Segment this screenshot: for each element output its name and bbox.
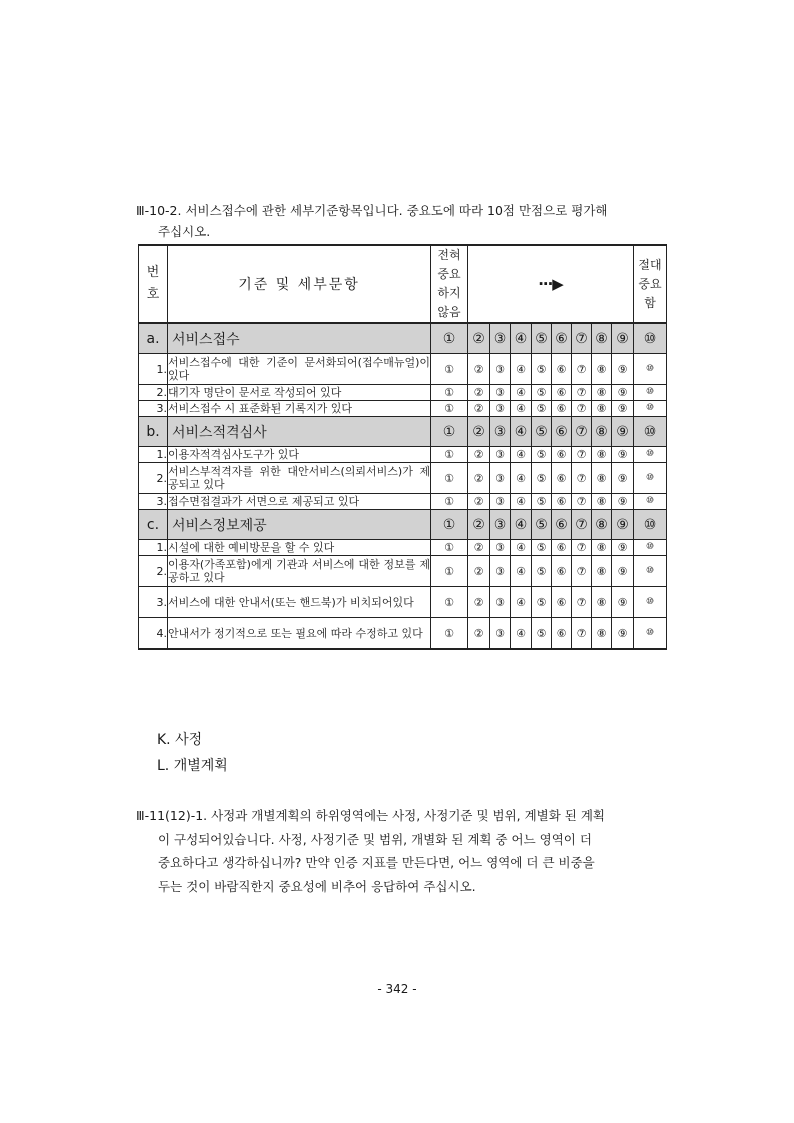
scale-option[interactable]: ⑦ [572,417,592,447]
scale-option[interactable]: ⑧ [592,510,612,540]
scale-option[interactable]: ⑦ [572,540,592,556]
scale-option[interactable]: ⑥ [552,510,572,540]
scale-option[interactable]: ④ [511,540,532,556]
scale-option[interactable]: ① [431,447,468,463]
item-row [139,494,667,510]
section-row [139,510,667,540]
scale-option[interactable]: ② [468,354,490,385]
section-title: 서비스적격심사 [168,417,431,447]
scale-option[interactable]: ⑩ [634,587,667,618]
item-number: 3. [139,587,168,618]
scale-option[interactable]: ③ [490,540,511,556]
scale-option[interactable]: ② [468,323,490,354]
scale-option[interactable]: ① [431,323,468,354]
item-number: 3. [139,401,168,417]
rating-table [138,244,667,650]
scale-option[interactable]: ⑨ [612,494,634,510]
scale-option[interactable]: ① [431,354,468,385]
scale-option[interactable]: ⑤ [532,587,552,618]
item-row [139,463,667,494]
scale-option[interactable]: ⑤ [532,556,552,587]
section-label: a. [139,323,168,354]
scale-option[interactable]: ⑤ [532,417,552,447]
scale-option[interactable]: ⑥ [552,556,572,587]
scale-option[interactable]: ⑩ [634,447,667,463]
item-number: 3. [139,494,168,510]
scale-option[interactable]: ⑧ [592,463,612,494]
scale-option[interactable]: ① [431,417,468,447]
scale-option[interactable]: ⑤ [532,494,552,510]
item-number: 4. [139,618,168,650]
scale-option[interactable]: ⑥ [552,385,572,401]
scale-option[interactable]: ⑤ [532,385,552,401]
scale-option[interactable]: ⑨ [612,510,634,540]
item-text: 접수면접결과가 서면으로 제공되고 있다 [168,494,431,510]
scale-option[interactable]: ① [431,385,468,401]
scale-option[interactable]: ⑥ [552,618,572,650]
scale-option[interactable]: ⑩ [634,354,667,385]
scale-option[interactable]: ② [468,510,490,540]
item-text: 이용자(가족포함)에게 기관과 서비스에 대한 정보를 제공하고 있다 [168,556,431,587]
scale-option[interactable]: ④ [511,587,532,618]
section-label: c. [139,510,168,540]
scale-option[interactable]: ⑧ [592,417,612,447]
scale-option[interactable]: ⑨ [612,618,634,650]
scale-option[interactable]: ① [431,587,468,618]
scale-option[interactable]: ⑤ [532,463,552,494]
section-l-individual-plan: L. 개별계획 [157,758,228,774]
item-row [139,587,667,618]
arrow-right-icon: ···▶ [538,275,563,293]
header-arrow [468,245,634,323]
header-not-important: 전혀 중요 하지 않음 [431,245,468,323]
scale-option[interactable]: ⑧ [592,401,612,417]
section-row [139,323,667,354]
scale-option[interactable]: ④ [511,510,532,540]
scale-option[interactable]: ⑦ [572,494,592,510]
item-text: 서비스접수 시 표준화된 기록지가 있다 [168,401,431,417]
scale-option[interactable]: ① [431,494,468,510]
scale-option[interactable]: ⑧ [592,618,612,650]
scale-option[interactable]: ② [468,401,490,417]
scale-option[interactable]: ③ [490,447,511,463]
scale-option[interactable]: ⑩ [634,401,667,417]
scale-option[interactable]: ⑤ [532,510,552,540]
scale-option[interactable]: ⑨ [612,354,634,385]
scale-option[interactable]: ⑩ [634,540,667,556]
scale-option[interactable]: ⑨ [612,463,634,494]
table-header-row [139,245,667,323]
scale-option[interactable]: ⑩ [634,463,667,494]
scale-option[interactable]: ① [431,540,468,556]
scale-option[interactable]: ⑨ [612,587,634,618]
scale-option[interactable]: ② [468,618,490,650]
item-number: 1. [139,540,168,556]
item-row [139,618,667,650]
scale-option[interactable]: ④ [511,494,532,510]
scale-option[interactable]: ⑨ [612,323,634,354]
item-number: 2. [139,463,168,494]
scale-option[interactable]: ⑨ [612,540,634,556]
scale-option[interactable]: ④ [511,556,532,587]
scale-option[interactable]: ② [468,417,490,447]
scale-option[interactable]: ⑦ [572,587,592,618]
item-row [139,385,667,401]
item-text: 안내서가 정기적으로 또는 필요에 따라 수정하고 있다 [168,618,431,650]
scale-option[interactable]: ③ [490,354,511,385]
scale-option[interactable]: ② [468,540,490,556]
item-row [139,401,667,417]
section-label: b. [139,417,168,447]
item-text: 대기자 명단이 문서로 작성되어 있다 [168,385,431,401]
scale-option[interactable]: ⑦ [572,463,592,494]
scale-option[interactable]: ⑩ [634,510,667,540]
scale-option[interactable]: ⑤ [532,323,552,354]
scale-option[interactable]: ③ [490,618,511,650]
scale-option[interactable]: ③ [490,463,511,494]
scale-option[interactable]: ④ [511,463,532,494]
scale-option[interactable]: ⑦ [572,385,592,401]
item-text: 서비스접수에 대한 기준이 문서화되어(접수매뉴얼)이 있다 [168,354,431,385]
scale-option[interactable]: ⑤ [532,618,552,650]
scale-option[interactable]: ⑩ [634,417,667,447]
scale-option[interactable]: ③ [490,494,511,510]
scale-option[interactable]: ① [431,401,468,417]
scale-option[interactable]: ⑩ [634,494,667,510]
section-k-assessment: K. 사정 [157,732,203,748]
scale-option[interactable]: ⑧ [592,587,612,618]
scale-option[interactable]: ⑩ [634,556,667,587]
scale-option[interactable]: ⑧ [592,354,612,385]
scale-option[interactable]: ⑥ [552,447,572,463]
scale-option[interactable]: ⑨ [612,556,634,587]
scale-option[interactable]: ⑩ [634,323,667,354]
page-number: - 342 - [377,982,417,996]
item-row [139,556,667,587]
scale-option[interactable]: ⑧ [592,494,612,510]
scale-option[interactable]: ④ [511,385,532,401]
scale-option[interactable]: ⑤ [532,354,552,385]
item-row [139,447,667,463]
item-number: 1. [139,447,168,463]
section-title: 서비스접수 [168,323,431,354]
scale-option[interactable]: ⑩ [634,385,667,401]
scale-option[interactable]: ⑤ [532,447,552,463]
scale-option[interactable]: ⑥ [552,587,572,618]
scale-option[interactable]: ⑨ [612,417,634,447]
scale-option[interactable]: ② [468,447,490,463]
scale-option[interactable]: ④ [511,354,532,385]
scale-option[interactable]: ⑧ [592,447,612,463]
scale-option[interactable]: ② [468,494,490,510]
scale-option[interactable]: ⑦ [572,401,592,417]
scale-option[interactable]: ⑦ [572,354,592,385]
scale-option[interactable]: ④ [511,401,532,417]
scale-option[interactable]: ⑥ [552,401,572,417]
item-text: 이용자적격심사도구가 있다 [168,447,431,463]
scale-option[interactable]: ⑥ [552,323,572,354]
scale-option[interactable]: ⑥ [552,417,572,447]
item-text: 시설에 대한 예비방문을 할 수 있다 [168,540,431,556]
scale-option[interactable]: ⑨ [612,385,634,401]
scale-option[interactable]: ④ [511,417,532,447]
scale-option[interactable]: ⑥ [552,354,572,385]
scale-option[interactable]: ① [431,510,468,540]
scale-option[interactable]: ⑦ [572,510,592,540]
item-number: 2. [139,556,168,587]
item-number: 1. [139,354,168,385]
section-row [139,417,667,447]
scale-option[interactable]: ⑦ [572,556,592,587]
header-criteria: 기준 및 세부문항 [168,245,431,323]
item-row [139,354,667,385]
question-10-2 [136,200,658,242]
question-11-line4: 두는 것이 바람직한지 중요성에 비추어 응답하여 주십시오. [158,878,476,894]
scale-option[interactable]: ⑦ [572,618,592,650]
scale-option[interactable]: ⑥ [552,494,572,510]
scale-option[interactable]: ② [468,587,490,618]
scale-option[interactable]: ④ [511,447,532,463]
question-11-line2: 이 구성되어있습니다. 사정, 사정기준 및 범위, 개별화 된 계획 중 어느 영역이 더 [158,831,592,847]
item-text: 서비스에 대한 안내서(또는 핸드북)가 비치되어있다 [168,587,431,618]
scale-option[interactable]: ⑨ [612,447,634,463]
scale-option[interactable]: ③ [490,323,511,354]
scale-option[interactable]: ① [431,618,468,650]
scale-option[interactable]: ⑤ [532,401,552,417]
scale-option[interactable]: ③ [490,587,511,618]
question-11-line3: 중요하다고 생각하십니까? 만약 인증 지표를 만든다면, 어느 영역에 더 큰 비중을 [158,855,595,870]
scale-option[interactable]: ⑩ [634,618,667,650]
scale-option[interactable]: ② [468,556,490,587]
scale-option[interactable]: ⑦ [572,323,592,354]
scale-option[interactable]: ③ [490,510,511,540]
scale-option[interactable]: ③ [490,385,511,401]
scale-option[interactable]: ⑧ [592,540,612,556]
scale-option[interactable]: ② [468,463,490,494]
scale-option[interactable]: ⑧ [592,323,612,354]
scale-option[interactable]: ① [431,463,468,494]
item-row [139,540,667,556]
header-number: 번 호 [139,245,168,323]
scale-option[interactable]: ⑧ [592,556,612,587]
scale-option[interactable]: ③ [490,556,511,587]
scale-option[interactable]: ⑤ [532,540,552,556]
question-10-2-line1: Ⅲ-10-2. 서비스접수에 관한 세부기준항목입니다. 중요도에 따라 10점 만점으로 평가해 [136,203,608,218]
scale-option[interactable]: ⑥ [552,463,572,494]
header-very-important: 절대 중요 함 [634,245,667,323]
question-10-2-line2: 주십시오. [158,224,211,239]
scale-option[interactable]: ④ [511,323,532,354]
scale-option[interactable]: ③ [490,401,511,417]
item-text: 서비스부적격자를 위한 대안서비스(의뢰서비스)가 제공되고 있다 [168,463,431,494]
scale-option[interactable]: ④ [511,618,532,650]
scale-option[interactable]: ⑨ [612,401,634,417]
scale-option[interactable]: ⑧ [592,385,612,401]
scale-option[interactable]: ② [468,385,490,401]
item-number: 2. [139,385,168,401]
scale-option[interactable]: ⑦ [572,447,592,463]
scale-option[interactable]: ③ [490,417,511,447]
question-11-12-1 [136,804,658,898]
scale-option[interactable]: ⑥ [552,540,572,556]
scale-option[interactable]: ① [431,556,468,587]
section-title: 서비스정보제공 [168,510,431,540]
question-11-line1: Ⅲ-11(12)-1. 사정과 개별계획의 하위영역에는 사정, 사정기준 및 범위, 계별화 된 계획 [136,808,605,823]
